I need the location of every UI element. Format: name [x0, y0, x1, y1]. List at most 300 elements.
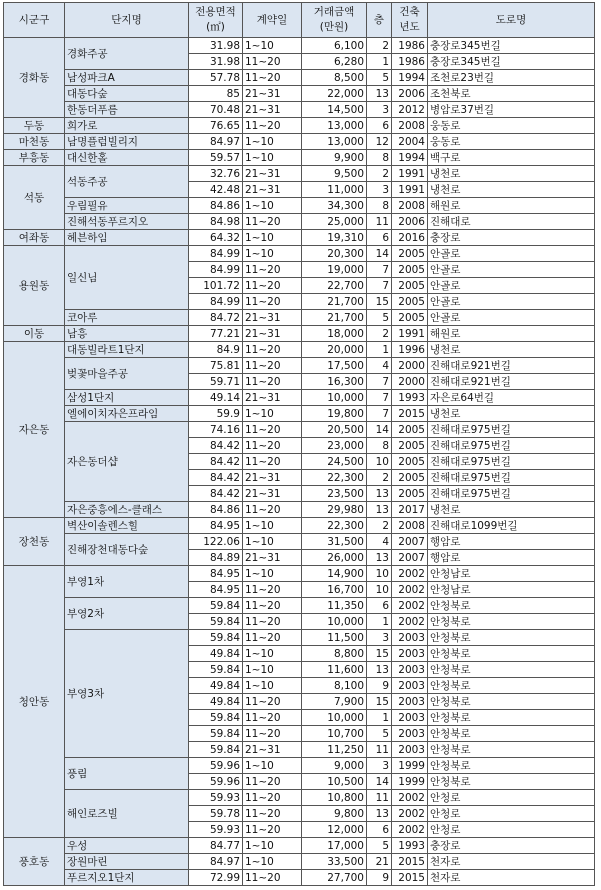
complex-name-cell: 대동다숲 [65, 86, 189, 102]
road-name-cell: 진해대로921번길 [428, 374, 595, 390]
area-cell: 101.72 [189, 278, 243, 294]
area-cell: 84.42 [189, 486, 243, 502]
floor-cell: 8 [367, 198, 392, 214]
table-row [4, 38, 595, 54]
district-cell: 이동 [4, 326, 65, 342]
table-row [4, 150, 595, 166]
road-name-cell: 충장로 [428, 838, 595, 854]
district-cell: 두동 [4, 118, 65, 134]
build-year-cell: 1994 [392, 70, 428, 86]
header-road-label: 도로명 [495, 13, 527, 26]
price-cell: 25,000 [302, 214, 367, 230]
floor-cell: 7 [367, 406, 392, 422]
area-cell: 84.86 [189, 198, 243, 214]
build-year-cell: 2005 [392, 262, 428, 278]
area-cell: 84.89 [189, 550, 243, 566]
road-name-cell: 충장로 [428, 230, 595, 246]
area-cell: 70.48 [189, 102, 243, 118]
contract-period-cell: 1~10 [243, 406, 302, 422]
road-name-cell: 안청남로 [428, 566, 595, 582]
floor-cell: 15 [367, 694, 392, 710]
price-cell: 33,500 [302, 854, 367, 870]
area-cell: 49.14 [189, 390, 243, 406]
road-name-cell: 조천북로 [428, 86, 595, 102]
build-year-cell: 2003 [392, 646, 428, 662]
contract-period-cell: 11~20 [243, 278, 302, 294]
price-cell: 11,350 [302, 598, 367, 614]
contract-period-cell: 21~31 [243, 390, 302, 406]
build-year-cell: 2007 [392, 534, 428, 550]
contract-period-cell: 21~31 [243, 86, 302, 102]
price-cell: 23,000 [302, 438, 367, 454]
road-name-cell: 안청로 [428, 822, 595, 838]
road-name-cell: 진해대로975번길 [428, 486, 595, 502]
price-cell: 27,700 [302, 870, 367, 886]
floor-cell: 9 [367, 870, 392, 886]
price-cell: 11,250 [302, 742, 367, 758]
build-year-cell: 2003 [392, 662, 428, 678]
table-row [4, 790, 595, 806]
price-cell: 31,500 [302, 534, 367, 550]
table-row [4, 758, 595, 774]
road-name-cell: 안청북로 [428, 774, 595, 790]
floor-cell: 1 [367, 614, 392, 630]
header-district-label: 시군구 [18, 13, 50, 26]
floor-cell: 2 [367, 470, 392, 486]
floor-cell: 1 [367, 710, 392, 726]
floor-cell: 11 [367, 742, 392, 758]
price-cell: 10,000 [302, 614, 367, 630]
floor-cell: 11 [367, 790, 392, 806]
price-cell: 10,700 [302, 726, 367, 742]
price-cell: 9,800 [302, 806, 367, 822]
complex-name-cell: 벽산이솔렌스힐 [65, 518, 189, 534]
floor-cell: 2 [367, 166, 392, 182]
road-name-cell: 냉천로 [428, 182, 595, 198]
road-name-cell: 충장로345번길 [428, 54, 595, 70]
road-name-cell: 진해대로975번길 [428, 470, 595, 486]
floor-cell: 15 [367, 646, 392, 662]
contract-period-cell: 1~10 [243, 678, 302, 694]
header-area-unit: (㎡) [206, 21, 225, 33]
header-floor-label: 층 [373, 13, 385, 26]
contract-period-cell: 11~20 [243, 630, 302, 646]
contract-period-cell: 1~10 [243, 534, 302, 550]
floor-cell: 2 [367, 38, 392, 54]
price-cell: 8,800 [302, 646, 367, 662]
build-year-cell: 2005 [392, 422, 428, 438]
floor-cell: 14 [367, 774, 392, 790]
floor-cell: 9 [367, 678, 392, 694]
table-row [4, 406, 595, 422]
district-cell: 자은동 [4, 342, 65, 518]
floor-cell: 5 [367, 838, 392, 854]
build-year-cell: 2016 [392, 230, 428, 246]
build-year-cell: 2008 [392, 518, 428, 534]
area-cell: 59.96 [189, 758, 243, 774]
price-cell: 9,900 [302, 150, 367, 166]
price-cell: 10,800 [302, 790, 367, 806]
build-year-cell: 2002 [392, 790, 428, 806]
road-name-cell: 안청남로 [428, 582, 595, 598]
build-year-cell: 1991 [392, 166, 428, 182]
area-cell: 84.99 [189, 262, 243, 278]
floor-cell: 14 [367, 422, 392, 438]
contract-period-cell: 11~20 [243, 214, 302, 230]
complex-name-cell: 남성파크A [65, 70, 189, 86]
area-cell: 84.77 [189, 838, 243, 854]
build-year-cell: 2005 [392, 486, 428, 502]
table-row [4, 70, 595, 86]
floor-cell: 5 [367, 726, 392, 742]
table-row [4, 310, 595, 326]
area-cell: 59.84 [189, 614, 243, 630]
floor-cell: 6 [367, 230, 392, 246]
table-row [4, 566, 595, 582]
build-year-cell: 2017 [392, 502, 428, 518]
floor-cell: 3 [367, 182, 392, 198]
price-cell: 6,280 [302, 54, 367, 70]
build-year-cell: 2002 [392, 614, 428, 630]
price-cell: 24,500 [302, 454, 367, 470]
floor-cell: 15 [367, 294, 392, 310]
price-cell: 22,700 [302, 278, 367, 294]
contract-period-cell: 11~20 [243, 822, 302, 838]
floor-cell: 13 [367, 806, 392, 822]
floor-cell: 13 [367, 502, 392, 518]
road-name-cell: 냉천로 [428, 342, 595, 358]
price-cell: 18,000 [302, 326, 367, 342]
complex-name-cell: 풍림 [65, 758, 189, 790]
road-name-cell: 진해대로975번길 [428, 438, 595, 454]
build-year-cell: 2008 [392, 198, 428, 214]
build-year-cell: 2003 [392, 694, 428, 710]
table-row [4, 390, 595, 406]
road-name-cell: 안골로 [428, 278, 595, 294]
build-year-cell: 1986 [392, 38, 428, 54]
floor-cell: 21 [367, 854, 392, 870]
road-name-cell: 안청북로 [428, 758, 595, 774]
price-cell: 21,700 [302, 294, 367, 310]
contract-period-cell: 11~20 [243, 118, 302, 134]
contract-period-cell: 21~31 [243, 310, 302, 326]
price-cell: 22,300 [302, 518, 367, 534]
complex-name-cell: 해인로즈빌 [65, 790, 189, 838]
price-cell: 6,100 [302, 38, 367, 54]
build-year-cell: 2006 [392, 86, 428, 102]
area-cell: 84.42 [189, 454, 243, 470]
header-year [392, 3, 428, 38]
table-row [4, 102, 595, 118]
price-cell: 20,300 [302, 246, 367, 262]
contract-period-cell: 1~10 [243, 838, 302, 854]
floor-cell: 1 [367, 54, 392, 70]
area-cell: 84.95 [189, 566, 243, 582]
price-cell: 21,700 [302, 310, 367, 326]
contract-period-cell: 21~31 [243, 326, 302, 342]
contract-period-cell: 21~31 [243, 470, 302, 486]
contract-period-cell: 11~20 [243, 70, 302, 86]
build-year-cell: 2005 [392, 438, 428, 454]
complex-name-cell: 한동더푸름 [65, 102, 189, 118]
area-cell: 72.99 [189, 870, 243, 886]
table-row [4, 230, 595, 246]
floor-cell: 3 [367, 758, 392, 774]
contract-period-cell: 1~10 [243, 230, 302, 246]
road-name-cell: 백구로 [428, 150, 595, 166]
floor-cell: 13 [367, 486, 392, 502]
area-cell: 59.93 [189, 790, 243, 806]
area-cell: 59.57 [189, 150, 243, 166]
area-cell: 59.84 [189, 710, 243, 726]
road-name-cell: 안청북로 [428, 630, 595, 646]
contract-period-cell: 1~10 [243, 198, 302, 214]
complex-name-cell: 석동주공 [65, 166, 189, 198]
road-name-cell: 안골로 [428, 246, 595, 262]
road-name-cell: 냉천로 [428, 502, 595, 518]
area-cell: 77.21 [189, 326, 243, 342]
price-cell: 9,500 [302, 166, 367, 182]
price-cell: 10,000 [302, 390, 367, 406]
contract-period-cell: 11~20 [243, 774, 302, 790]
complex-name-cell: 우림필유 [65, 198, 189, 214]
table-row [4, 838, 595, 854]
price-cell: 26,000 [302, 550, 367, 566]
price-cell: 11,000 [302, 182, 367, 198]
build-year-cell: 2000 [392, 374, 428, 390]
build-year-cell: 2005 [392, 454, 428, 470]
road-name-cell: 조천로23번길 [428, 70, 595, 86]
road-name-cell: 안청북로 [428, 662, 595, 678]
area-cell: 84.99 [189, 246, 243, 262]
header-price-label: 거래금액 [313, 6, 355, 18]
table-row [4, 134, 595, 150]
area-cell: 84.86 [189, 502, 243, 518]
price-cell: 11,500 [302, 630, 367, 646]
build-year-cell: 2000 [392, 358, 428, 374]
road-name-cell: 자은로64번길 [428, 390, 595, 406]
road-name-cell: 해원로 [428, 326, 595, 342]
build-year-cell: 2003 [392, 726, 428, 742]
contract-period-cell: 1~10 [243, 566, 302, 582]
price-cell: 19,000 [302, 262, 367, 278]
contract-period-cell: 11~20 [243, 502, 302, 518]
price-cell: 20,500 [302, 422, 367, 438]
table-row [4, 854, 595, 870]
build-year-cell: 2005 [392, 294, 428, 310]
road-name-cell: 안청로 [428, 806, 595, 822]
area-cell: 49.84 [189, 646, 243, 662]
complex-name-cell: 벚꽃마을주공 [65, 358, 189, 390]
price-cell: 16,700 [302, 582, 367, 598]
area-cell: 76.65 [189, 118, 243, 134]
road-name-cell: 진해대로921번길 [428, 358, 595, 374]
build-year-cell: 1999 [392, 774, 428, 790]
build-year-cell: 1993 [392, 838, 428, 854]
area-cell: 42.48 [189, 182, 243, 198]
header-contract-label: 계약일 [256, 13, 288, 26]
area-cell: 49.84 [189, 694, 243, 710]
road-name-cell: 행암로 [428, 534, 595, 550]
table-row [4, 422, 595, 438]
contract-period-cell: 11~20 [243, 614, 302, 630]
complex-name-cell: 우성 [65, 838, 189, 854]
complex-name-cell: 코아루 [65, 310, 189, 326]
price-cell: 7,900 [302, 694, 367, 710]
road-name-cell: 안골로 [428, 310, 595, 326]
road-name-cell: 진해대로 [428, 214, 595, 230]
table-row [4, 358, 595, 374]
contract-period-cell: 1~10 [243, 662, 302, 678]
road-name-cell: 안청북로 [428, 726, 595, 742]
contract-period-cell: 1~10 [243, 854, 302, 870]
header-year-label: 건축 [399, 6, 420, 18]
road-name-cell: 냉천로 [428, 166, 595, 182]
area-cell: 84.97 [189, 854, 243, 870]
table-row [4, 534, 595, 550]
table-row [4, 598, 595, 614]
build-year-cell: 2005 [392, 310, 428, 326]
road-name-cell: 충장로345번길 [428, 38, 595, 54]
price-cell: 19,310 [302, 230, 367, 246]
price-cell: 14,500 [302, 102, 367, 118]
floor-cell: 13 [367, 550, 392, 566]
area-cell: 59.84 [189, 726, 243, 742]
road-name-cell: 안청북로 [428, 678, 595, 694]
complex-name-cell: 경화주공 [65, 38, 189, 70]
contract-period-cell: 11~20 [243, 790, 302, 806]
road-name-cell: 웅동로 [428, 118, 595, 134]
area-cell: 85 [189, 86, 243, 102]
build-year-cell: 2006 [392, 214, 428, 230]
floor-cell: 4 [367, 534, 392, 550]
road-name-cell: 천자로 [428, 854, 595, 870]
table-body [4, 38, 595, 886]
complex-name-cell: 남명플럼빌리지 [65, 134, 189, 150]
floor-cell: 8 [367, 150, 392, 166]
header-area [189, 3, 243, 38]
complex-name-cell: 남흥 [65, 326, 189, 342]
contract-period-cell: 1~10 [243, 758, 302, 774]
price-cell: 10,000 [302, 710, 367, 726]
header-floor [367, 3, 392, 38]
price-cell: 13,000 [302, 134, 367, 150]
contract-period-cell: 21~31 [243, 102, 302, 118]
floor-cell: 6 [367, 598, 392, 614]
table-row [4, 198, 595, 214]
contract-period-cell: 11~20 [243, 262, 302, 278]
price-cell: 17,500 [302, 358, 367, 374]
area-cell: 59.93 [189, 822, 243, 838]
complex-name-cell: 진해석동푸르지오 [65, 214, 189, 230]
area-cell: 59.84 [189, 662, 243, 678]
floor-cell: 10 [367, 566, 392, 582]
area-cell: 84.72 [189, 310, 243, 326]
build-year-cell: 1999 [392, 758, 428, 774]
contract-period-cell: 11~20 [243, 54, 302, 70]
build-year-cell: 2002 [392, 822, 428, 838]
complex-name-cell: 자은동더샵 [65, 422, 189, 502]
area-cell: 84.98 [189, 214, 243, 230]
complex-name-cell: 희가로 [65, 118, 189, 134]
build-year-cell: 2004 [392, 134, 428, 150]
price-cell: 10,500 [302, 774, 367, 790]
build-year-cell: 2015 [392, 854, 428, 870]
floor-cell: 2 [367, 326, 392, 342]
contract-period-cell: 11~20 [243, 806, 302, 822]
build-year-cell: 2015 [392, 406, 428, 422]
complex-name-cell: 헤븐하임 [65, 230, 189, 246]
price-cell: 8,100 [302, 678, 367, 694]
area-cell: 57.78 [189, 70, 243, 86]
complex-name-cell: 부영2차 [65, 598, 189, 630]
header-price [302, 3, 367, 38]
contract-period-cell: 11~20 [243, 694, 302, 710]
contract-period-cell: 1~10 [243, 246, 302, 262]
complex-name-cell: 삼성1단지 [65, 390, 189, 406]
complex-name-cell: 엘에이치자은프라임 [65, 406, 189, 422]
contract-period-cell: 21~31 [243, 742, 302, 758]
table-row [4, 118, 595, 134]
floor-cell: 13 [367, 86, 392, 102]
table-row [4, 870, 595, 886]
contract-period-cell: 11~20 [243, 358, 302, 374]
contract-period-cell: 1~10 [243, 518, 302, 534]
area-cell: 59.9 [189, 406, 243, 422]
floor-cell: 7 [367, 374, 392, 390]
floor-cell: 4 [367, 358, 392, 374]
road-name-cell: 행암로 [428, 550, 595, 566]
floor-cell: 5 [367, 70, 392, 86]
header-row [4, 3, 595, 38]
price-cell: 8,500 [302, 70, 367, 86]
price-cell: 22,000 [302, 86, 367, 102]
table-row [4, 630, 595, 646]
build-year-cell: 2008 [392, 118, 428, 134]
area-cell: 84.95 [189, 582, 243, 598]
road-name-cell: 안청북로 [428, 742, 595, 758]
road-name-cell: 천자로 [428, 870, 595, 886]
area-cell: 122.06 [189, 534, 243, 550]
header-complex-label: 단지명 [111, 13, 142, 26]
district-cell: 부흥동 [4, 150, 65, 166]
contract-period-cell: 11~20 [243, 454, 302, 470]
area-cell: 84.95 [189, 518, 243, 534]
build-year-cell: 2005 [392, 278, 428, 294]
contract-period-cell: 11~20 [243, 710, 302, 726]
road-name-cell: 안청북로 [428, 614, 595, 630]
area-cell: 84.42 [189, 470, 243, 486]
contract-period-cell: 11~20 [243, 726, 302, 742]
road-name-cell: 병암로37번길 [428, 102, 595, 118]
area-cell: 84.42 [189, 438, 243, 454]
area-cell: 59.84 [189, 598, 243, 614]
price-cell: 13,000 [302, 118, 367, 134]
price-cell: 9,000 [302, 758, 367, 774]
build-year-cell: 2005 [392, 246, 428, 262]
floor-cell: 11 [367, 214, 392, 230]
table-row [4, 86, 595, 102]
header-contract [243, 3, 302, 38]
price-cell: 19,800 [302, 406, 367, 422]
table-row [4, 166, 595, 182]
road-name-cell: 진해대로1099번길 [428, 518, 595, 534]
contract-period-cell: 21~31 [243, 166, 302, 182]
contract-period-cell: 21~31 [243, 182, 302, 198]
build-year-cell: 2015 [392, 870, 428, 886]
price-cell: 17,000 [302, 838, 367, 854]
build-year-cell: 1994 [392, 150, 428, 166]
